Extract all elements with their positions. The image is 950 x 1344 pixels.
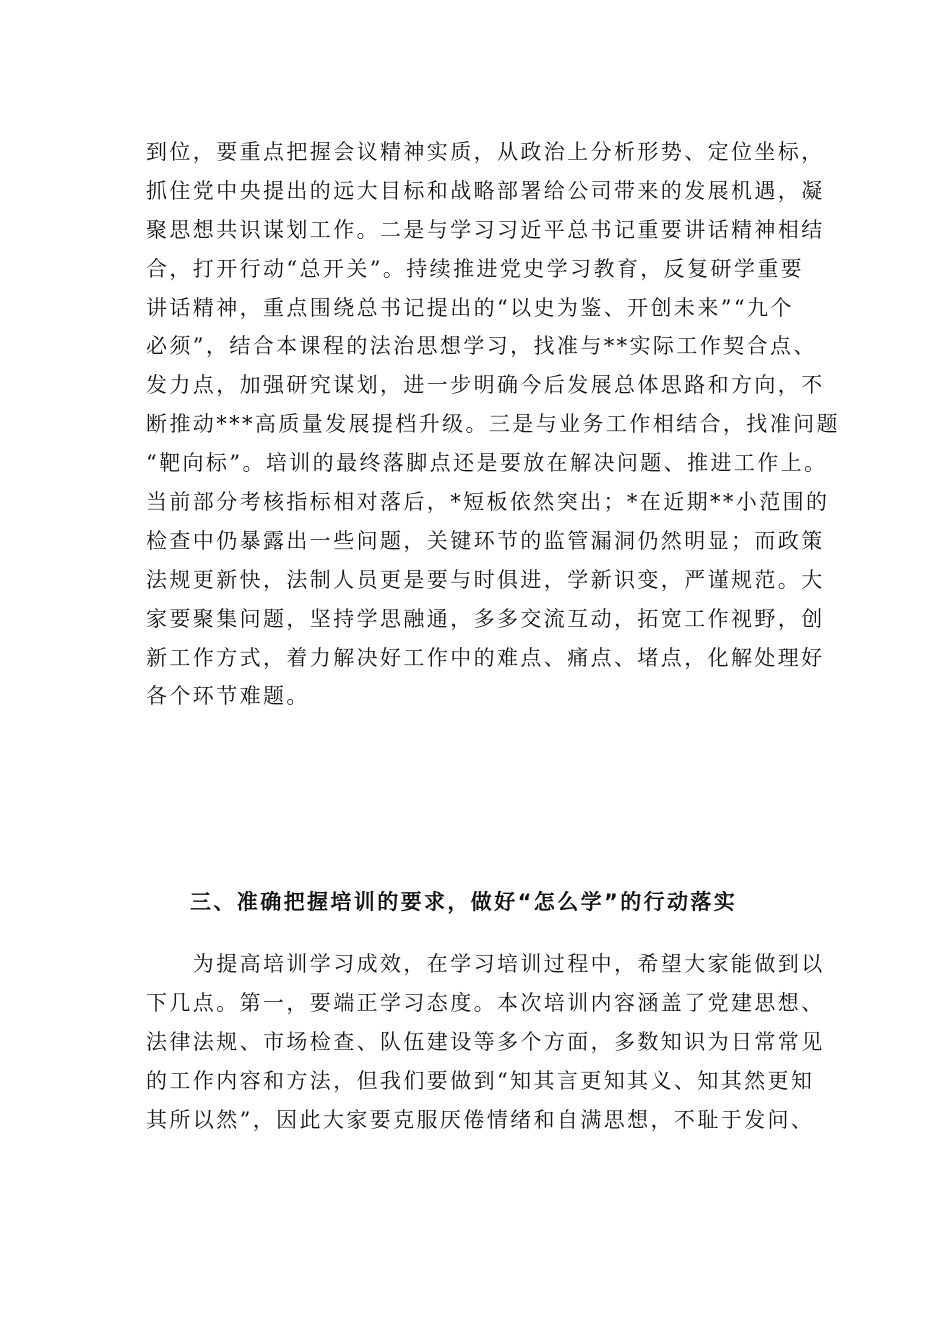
text-line: 必须”，结合本课程的法治思想学习，找准与**实际工作契合点、	[146, 334, 817, 359]
text-line: 抓住党中央提出的远大目标和战略部署给公司带来的发展机遇，凝	[146, 178, 825, 203]
section-heading: 三、准确把握培训的要求，做好“怎么学”的行动落实	[190, 890, 738, 914]
text-line: 讲话精神，重点围绕总书记提出的“以史为鉴、开创未来”“九个	[146, 295, 794, 320]
text-line: 到位，要重点把握会议精神实质，从政治上分析形势、定位坐标，	[146, 140, 825, 164]
text-line: 法律法规、市场检查、队伍建设等多个方面，多数知识为日常常见	[146, 1029, 825, 1054]
text-line: 家要聚集问题，坚持学思融通，多多交流互动，拓宽工作视野，创	[146, 606, 825, 631]
text-line: 各个环节难题。	[146, 684, 310, 709]
text-line: 聚思想共识谋划工作。二是与学习习近平总书记重要讲话精神相结	[146, 217, 825, 242]
text-line: 为提高培训学习成效，在学习培训过程中，希望大家能做到以	[146, 952, 825, 976]
text-line: 法规更新快，法制人员更是要与时俱进，学新识变，严谨规范。大	[146, 567, 825, 592]
body-paragraph-2	[146, 945, 825, 1139]
text-line: 合，打开行动“总开关”。持续推进党史学习教育，反复研学重要	[146, 256, 805, 281]
body-paragraph-1	[146, 133, 840, 716]
text-line: 新工作方式，着力解决好工作中的难点、痛点、堵点，化解处理好	[146, 645, 825, 670]
text-line: 其所以然”，因此大家要克服厌倦情绪和自满思想，不耻于发问、	[146, 1107, 815, 1132]
text-line: 检查中仍暴露出一些问题，关键环节的监管漏洞仍然明显；而政策	[146, 528, 825, 553]
text-line: 发力点，加强研究谋划，进一步明确今后发展总体思路和方向，不	[146, 373, 825, 398]
text-line: 下几点。第一，要端正学习态度。本次培训内容涵盖了党建思想、	[146, 990, 825, 1015]
text-line: 的工作内容和方法，但我们要做到“知其言更知其义、知其然更知	[146, 1068, 815, 1093]
text-line: 当前部分考核指标相对落后，*短板依然突出；*在近期**小范围的	[146, 490, 830, 515]
text-line: “靶向标”。培训的最终落脚点还是要放在解决问题、推进工作上。	[146, 451, 828, 476]
text-line: 断推动***高质量发展提档升级。三是与业务工作相结合，找准问题	[146, 412, 840, 437]
